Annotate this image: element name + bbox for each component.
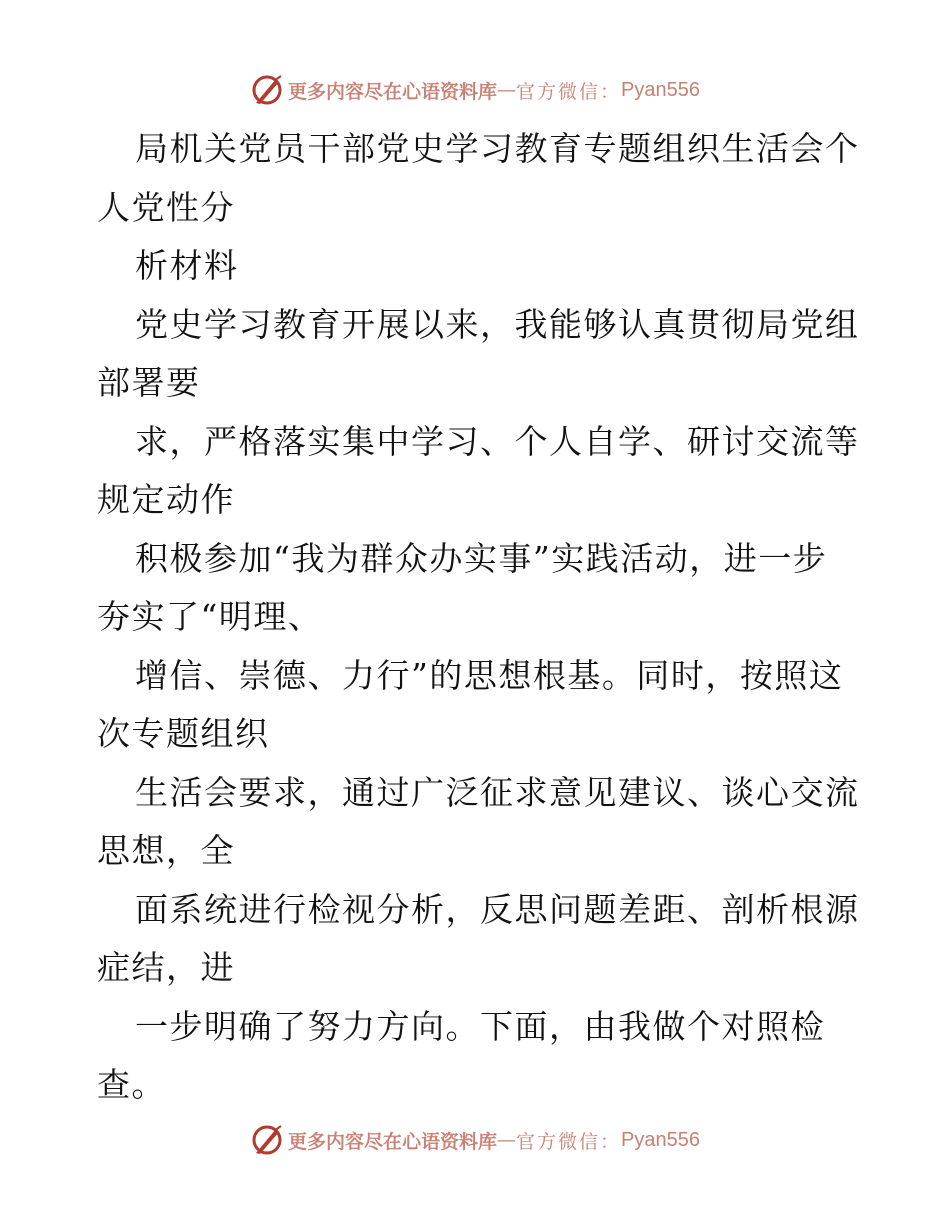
text-line: 夯实了“明理、	[97, 597, 323, 636]
header-watermark	[0, 70, 950, 110]
watermark-wechat-label: 官方微信：	[516, 80, 622, 103]
text-line: 增信、崇德、力行”的思想根基。同时，按照这	[135, 655, 844, 695]
watermark-brand-text: 更多内容尽在心语资料库	[288, 80, 498, 103]
quill-pen-logo-icon	[250, 73, 284, 107]
watermark-brand-text: 更多内容尽在心语资料库	[288, 1130, 498, 1153]
text-line: 查。	[97, 1065, 166, 1104]
text-line: 生活会要求，通过广泛征求意见建议、谈心交流	[135, 772, 860, 812]
text-line: 求，严格落实集中学习、个人自学、研讨交流等	[135, 421, 860, 461]
document-body	[97, 120, 860, 1115]
quill-pen-logo-icon	[250, 1123, 284, 1157]
footer-watermark	[0, 1120, 950, 1160]
text-line: 党史学习教育开展以来，我能够认真贯彻局党组	[135, 304, 860, 344]
text-line: 次专题组织	[97, 714, 270, 753]
text-line: 一步明确了努力方向。下面，由我做个对照检	[135, 1006, 825, 1046]
watermark-wechat-label: 官方微信：	[516, 1130, 622, 1153]
text-line: 症结，进	[97, 948, 235, 987]
watermark-wechat-id: Pyan556	[621, 78, 700, 101]
watermark-separator: —	[497, 1129, 517, 1151]
text-line: 人党性分	[97, 187, 235, 227]
text-line: 面系统进行检视分析，反思问题差距、剖析根源	[135, 889, 860, 929]
text-line: 思想，全	[97, 831, 235, 870]
watermark-separator: —	[497, 79, 517, 101]
watermark-wechat-id: Pyan556	[621, 1128, 700, 1151]
text-line: 部署要	[97, 363, 201, 402]
text-line: 局机关党员干部党史学习教育专题组织生活会个	[135, 129, 860, 168]
text-line: 积极参加“我为群众办实事”实践活动，进一步	[135, 538, 828, 578]
text-line: 析材料	[135, 246, 239, 285]
text-line: 规定动作	[97, 480, 235, 519]
